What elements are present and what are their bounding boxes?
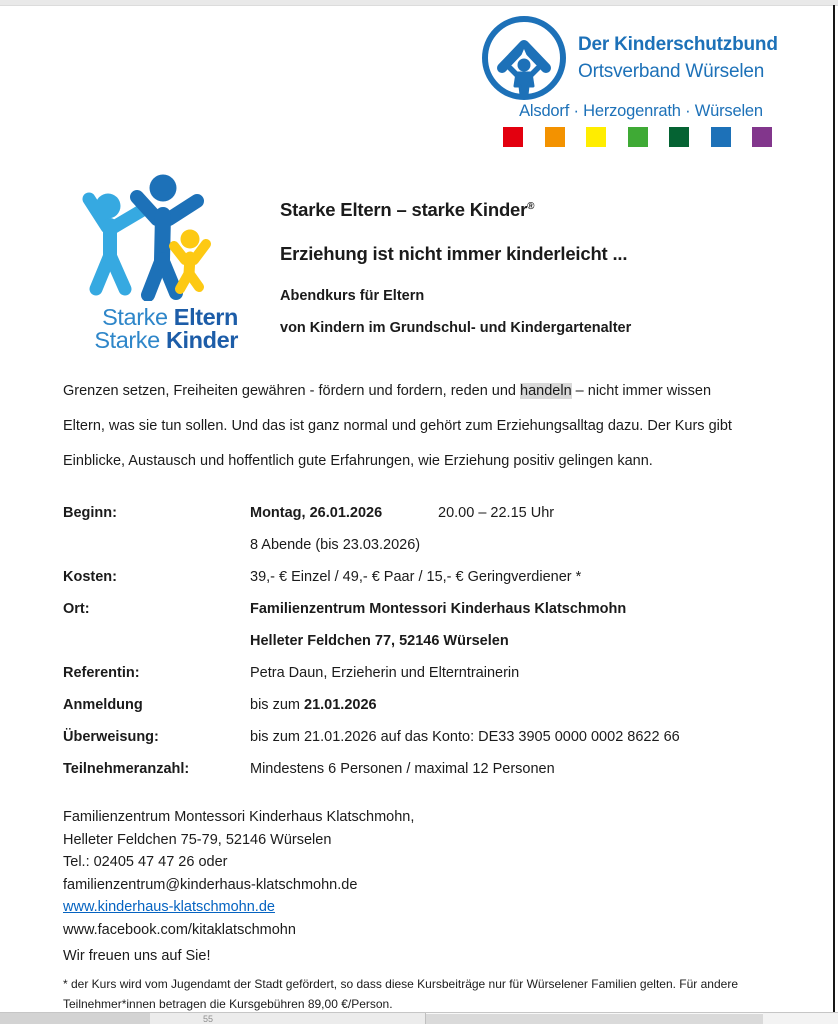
detail-row-referentin: Referentin: Petra Daun, Erzieherin und Elterntrainerin	[63, 665, 520, 681]
detail-row-ort-adresse	[63, 625, 803, 657]
contact-line: Familienzentrum Montessori Kinderhaus Klatschmohn,	[63, 809, 415, 825]
wordmark-eltern: Eltern	[173, 304, 238, 330]
contact-email: familienzentrum@kinderhaus-klatschmohn.de	[63, 876, 358, 893]
detail-row-anmeldung: Anmeldung bis zum 21.01.2026	[63, 697, 377, 713]
color-square	[752, 127, 772, 147]
course-audience: von Kindern im Grundschul- und Kindergartenalter	[280, 320, 632, 336]
detail-row-beginn: Beginn: Montag, 26.01.2026 20.00 – 22.15 Uhr	[63, 497, 803, 529]
window-top-strip	[0, 0, 838, 6]
color-square	[669, 127, 689, 147]
wordmark-starke-1: Starke	[102, 304, 174, 330]
course-subtitle: Erziehung ist nicht immer kinderleicht ...	[280, 243, 628, 264]
bank-transfer-info: bis zum 21.01.2026 auf das Konto: DE33 3905 0000 0002 8622 66	[250, 729, 680, 745]
color-square	[503, 127, 523, 147]
contact-line: Tel.: 02405 47 47 26 oder	[63, 854, 228, 870]
intro-paragraph: Grenzen setzen, Freiheiten gewähren - fördern und fordern, reden und handeln – nicht immer wissen Eltern, was sie tun sollen. Und das ist ganz normal und gehört zum Erziehungsalltag dazu. Der Kurs gibt Einblicke, Austausch und hoffentlich gute Erfahrungen, wie Erziehung positiv gelingen kann.	[63, 383, 732, 469]
detail-row-kosten: Kosten: 39,- € Einzel / 49,- € Paar / 15,- € Geringverdiener *	[63, 569, 582, 585]
start-time: 20.00 – 22.15 Uhr	[438, 505, 555, 521]
course-details-table	[63, 497, 803, 785]
venue-name: Familienzentrum Montessori Kinderhaus Klatschmohn	[250, 601, 627, 617]
sesk-wordmark	[55, 306, 238, 352]
footnote-text: * der Kurs wird vom Jugendamt der Stadt gefördert, so dass diese Kursbeiträge nur für Würselener Familien gelten. Für andere Teilnehmer*innen betragen die Kursgebühren 89,00 €/Person.	[63, 977, 738, 1011]
org-name: Der Kinderschutzbund	[578, 34, 778, 55]
detail-row-ort: Ort: Familienzentrum Montessori Kinderhaus Klatschmohn	[63, 601, 627, 617]
detail-row-teilnehmer: Teilnehmeranzahl: Mindestens 6 Personen / maximal 12 Personen	[63, 761, 555, 777]
color-square	[586, 127, 606, 147]
contact-line: Helleter Feldchen 75-79, 52146 Würselen	[63, 831, 332, 848]
sesk-figures-icon	[70, 173, 265, 306]
org-subtitle: Ortsverband Würselen	[578, 61, 765, 82]
detail-row-ueberweisung: Überweisung: bis zum 21.01.2026 auf das Konto: DE33 3905 0000 0002 8622 66	[63, 721, 803, 753]
org-name-block	[578, 31, 778, 85]
registered-trademark: ®	[527, 200, 535, 212]
wordmark-starke-2: Starke	[94, 327, 166, 353]
window-right-border	[833, 5, 835, 1013]
contact-block	[63, 806, 414, 941]
page-indicator: 55	[203, 1014, 214, 1024]
course-title: Starke Eltern – starke Kinder®	[280, 199, 535, 220]
highlighted-word: handeln	[520, 383, 572, 399]
bottom-toolbar-segment	[0, 1013, 150, 1024]
wordmark-kinder: Kinder	[165, 327, 238, 353]
registration-deadline: 21.01.2026	[304, 697, 377, 713]
color-square	[711, 127, 731, 147]
website-link[interactable]: www.kinderhaus-klatschmohn.de	[63, 899, 275, 915]
color-square	[545, 127, 565, 147]
course-type: Abendkurs für Eltern	[280, 288, 425, 304]
detail-row-abende: 8 Abende (bis 23.03.2026)	[250, 537, 421, 553]
color-squares-row	[503, 127, 772, 147]
scrollbar-thumb[interactable]	[425, 1013, 763, 1024]
start-date: Montag, 26.01.2026	[250, 505, 383, 521]
bottom-toolbar-segment	[763, 1013, 838, 1024]
color-square	[628, 127, 648, 147]
kinderschutzbund-logo-icon	[479, 15, 569, 108]
closing-line: Wir freuen uns auf Sie!	[63, 948, 211, 964]
venue-address: Helleter Feldchen 77, 52146 Würselen	[250, 633, 509, 649]
region-line: Alsdorf · Herzogenrath · Würselen	[519, 102, 763, 120]
bottom-toolbar	[0, 1012, 838, 1024]
facebook-line: www.facebook.com/kitaklatschmohn	[63, 921, 296, 938]
